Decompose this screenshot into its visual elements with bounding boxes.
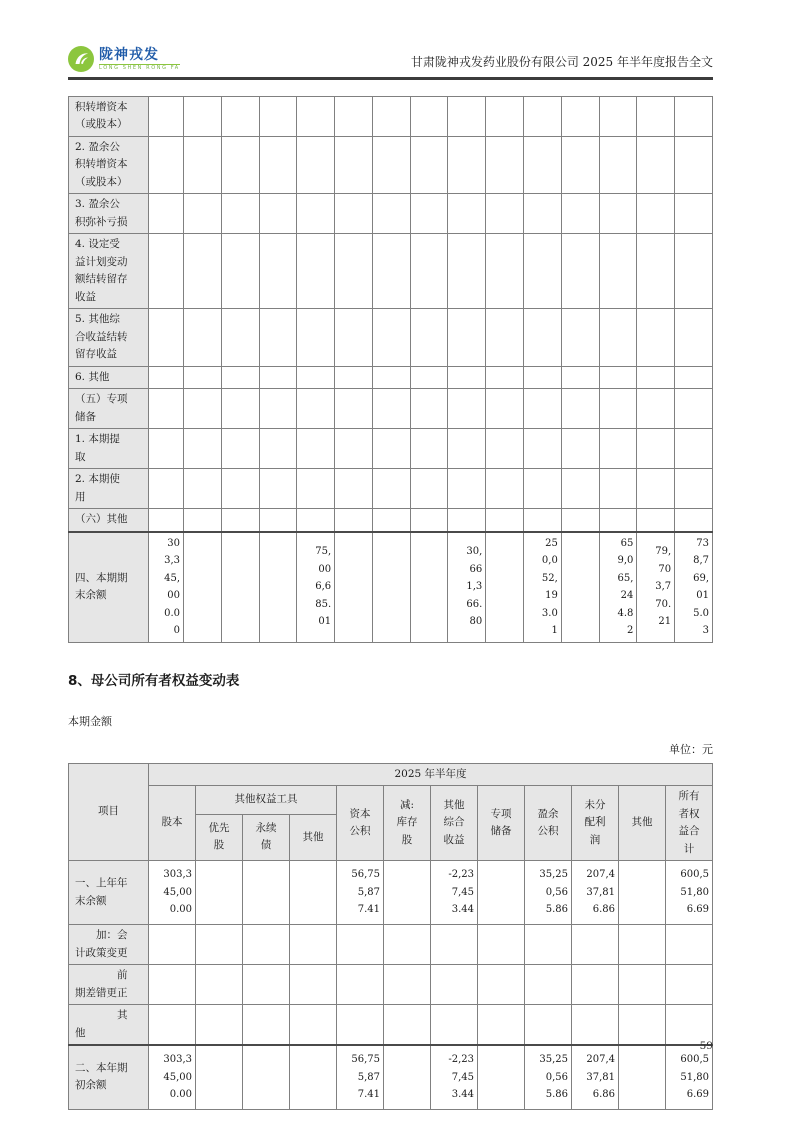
value-cell xyxy=(372,136,410,194)
unit-label: 单位：元 xyxy=(669,742,713,756)
value-cell xyxy=(561,309,599,367)
header-col: 盈余公积 xyxy=(525,786,572,861)
value-cell xyxy=(431,965,478,1005)
value-cell xyxy=(149,925,196,965)
value-cell xyxy=(196,1045,243,1109)
value-cell xyxy=(524,429,562,469)
value-cell xyxy=(637,469,675,509)
value-cell xyxy=(486,194,524,234)
value-cell xyxy=(297,136,335,194)
value-cell xyxy=(599,136,637,194)
value-cell xyxy=(149,469,184,509)
value-cell xyxy=(448,96,486,136)
value-cell xyxy=(410,389,448,429)
table-row xyxy=(69,136,713,194)
value-cell xyxy=(448,234,486,309)
value-cell xyxy=(486,429,524,469)
value-cell xyxy=(335,389,373,429)
value-cell xyxy=(486,96,524,136)
value-cell xyxy=(337,965,384,1005)
value-cell xyxy=(297,509,335,532)
value-cell xyxy=(372,194,410,234)
value-cell xyxy=(675,309,713,367)
value-cell xyxy=(478,965,525,1005)
value-cell xyxy=(524,194,562,234)
value-cell xyxy=(561,96,599,136)
value-cell xyxy=(486,532,524,643)
value-cell xyxy=(572,925,619,965)
value-cell: 303,345,000.00 xyxy=(149,1045,196,1109)
value-cell xyxy=(221,309,259,367)
value-cell xyxy=(221,194,259,234)
value-cell xyxy=(149,965,196,1005)
table-row xyxy=(69,309,713,367)
value-cell xyxy=(184,389,222,429)
value-cell xyxy=(448,366,486,389)
value-cell xyxy=(149,234,184,309)
value-cell xyxy=(243,1005,290,1046)
value-cell xyxy=(486,509,524,532)
row-label: 一、上年年末余额 xyxy=(69,861,149,925)
header-col: 优先股 xyxy=(196,814,243,860)
value-cell xyxy=(335,96,373,136)
continuation-equity-table xyxy=(68,96,713,643)
value-cell: 303,345,000.00 xyxy=(149,861,196,925)
value-cell: 600,551,806.69 xyxy=(666,1045,713,1109)
header-col: 所有者权益合计 xyxy=(666,786,713,861)
value-cell xyxy=(259,366,297,389)
value-cell xyxy=(221,532,259,643)
value-cell xyxy=(196,925,243,965)
value-cell xyxy=(184,96,222,136)
value-cell xyxy=(410,509,448,532)
value-cell xyxy=(561,234,599,309)
company-logo xyxy=(68,46,180,72)
value-cell xyxy=(335,136,373,194)
value-cell xyxy=(259,509,297,532)
value-cell xyxy=(335,429,373,469)
table-row xyxy=(69,509,713,532)
logo-icon xyxy=(68,46,94,72)
value-cell xyxy=(637,136,675,194)
value-cell xyxy=(486,136,524,194)
value-cell: 303,345,000.00 xyxy=(149,532,184,643)
value-cell xyxy=(637,234,675,309)
value-cell: 30,661,366.80 xyxy=(448,532,486,643)
value-cell xyxy=(221,429,259,469)
value-cell xyxy=(384,965,431,1005)
value-cell: -2,237,453.44 xyxy=(431,861,478,925)
value-cell xyxy=(184,509,222,532)
value-cell xyxy=(149,429,184,469)
value-cell xyxy=(335,309,373,367)
value-cell xyxy=(384,1045,431,1109)
value-cell: -2,237,453.44 xyxy=(431,1045,478,1109)
value-cell xyxy=(637,429,675,469)
row-label: 4. 设定受益计划变动额结转留存收益 xyxy=(69,234,149,309)
table-row xyxy=(69,1045,713,1109)
value-cell xyxy=(410,234,448,309)
value-cell xyxy=(410,366,448,389)
value-cell xyxy=(259,532,297,643)
value-cell xyxy=(149,309,184,367)
row-label: 2. 盈余公积转增资本（或股本） xyxy=(69,136,149,194)
value-cell xyxy=(243,1045,290,1109)
value-cell xyxy=(561,429,599,469)
value-cell xyxy=(290,861,337,925)
value-cell xyxy=(561,532,599,643)
value-cell xyxy=(524,366,562,389)
value-cell xyxy=(297,96,335,136)
value-cell xyxy=(478,1005,525,1046)
value-cell xyxy=(675,194,713,234)
value-cell xyxy=(297,234,335,309)
value-cell xyxy=(290,1005,337,1046)
value-cell xyxy=(675,96,713,136)
value-cell xyxy=(524,509,562,532)
header-col: 永续债 xyxy=(243,814,290,860)
value-cell xyxy=(637,96,675,136)
value-cell xyxy=(637,366,675,389)
value-cell xyxy=(372,532,410,643)
value-cell xyxy=(259,389,297,429)
value-cell xyxy=(561,469,599,509)
value-cell xyxy=(337,1005,384,1046)
value-cell xyxy=(372,309,410,367)
header-col-share: 股本 xyxy=(149,786,196,861)
value-cell xyxy=(675,389,713,429)
value-cell xyxy=(637,309,675,367)
value-cell xyxy=(410,429,448,469)
value-cell xyxy=(149,136,184,194)
value-cell: 35,250,565.86 xyxy=(525,1045,572,1109)
value-cell: 207,437,816.86 xyxy=(572,861,619,925)
value-cell xyxy=(619,1045,666,1109)
value-cell xyxy=(184,234,222,309)
value-cell xyxy=(448,429,486,469)
value-cell xyxy=(196,1005,243,1046)
logo-text-en: LONG SHEN RONG FA xyxy=(99,64,180,71)
value-cell xyxy=(524,389,562,429)
value-cell xyxy=(196,965,243,1005)
value-cell xyxy=(297,194,335,234)
value-cell xyxy=(431,925,478,965)
value-cell xyxy=(486,389,524,429)
value-cell xyxy=(290,1045,337,1109)
table-row xyxy=(69,194,713,234)
value-cell xyxy=(486,309,524,367)
row-label: 2. 本期使用 xyxy=(69,469,149,509)
value-cell xyxy=(372,389,410,429)
value-cell xyxy=(149,389,184,429)
value-cell xyxy=(675,509,713,532)
row-label: 二、本年期初余额 xyxy=(69,1045,149,1109)
value-cell: 56,755,877.41 xyxy=(337,1045,384,1109)
value-cell xyxy=(561,136,599,194)
value-cell xyxy=(372,469,410,509)
value-cell xyxy=(184,532,222,643)
value-cell xyxy=(297,429,335,469)
value-cell: 35,250,565.86 xyxy=(525,861,572,925)
value-cell xyxy=(196,861,243,925)
value-cell xyxy=(448,469,486,509)
value-cell xyxy=(524,96,562,136)
value-cell xyxy=(335,532,373,643)
value-cell xyxy=(637,194,675,234)
value-cell: 75,006,685.01 xyxy=(297,532,335,643)
value-cell xyxy=(372,366,410,389)
doc-title: 甘肃陇神戎发药业股份有限公司 2025 年半年度报告全文 xyxy=(410,55,713,69)
table-row xyxy=(69,469,713,509)
value-cell xyxy=(599,194,637,234)
value-cell xyxy=(184,309,222,367)
value-cell: 56,755,877.41 xyxy=(337,861,384,925)
value-cell xyxy=(221,509,259,532)
value-cell xyxy=(297,309,335,367)
row-label: 四、本期期末余额 xyxy=(69,532,149,643)
header-col: 其他 xyxy=(290,814,337,860)
value-cell xyxy=(384,861,431,925)
table-row xyxy=(69,965,713,1005)
value-cell xyxy=(259,234,297,309)
header-item: 项目 xyxy=(69,763,149,861)
value-cell xyxy=(561,389,599,429)
value-cell: 738,769,015.03 xyxy=(675,532,713,643)
value-cell xyxy=(290,965,337,1005)
value-cell xyxy=(243,861,290,925)
row-label: 3. 盈余公积弥补亏损 xyxy=(69,194,149,234)
value-cell xyxy=(410,194,448,234)
value-cell xyxy=(184,469,222,509)
section-heading: 8、母公司所有者权益变动表 xyxy=(68,672,240,689)
row-label: 积转增资本（或股本） xyxy=(69,96,149,136)
header-col: 资本公积 xyxy=(337,786,384,861)
value-cell xyxy=(259,194,297,234)
row-label: 1. 本期提取 xyxy=(69,429,149,469)
subheading: 本期金额 xyxy=(68,714,112,728)
value-cell xyxy=(524,309,562,367)
row-label: 前期差错更正 xyxy=(69,965,149,1005)
header-col: 其他综合收益 xyxy=(431,786,478,861)
header-period: 2025 年半年度 xyxy=(149,763,713,786)
value-cell xyxy=(486,469,524,509)
value-cell: 79,703,770.21 xyxy=(637,532,675,643)
value-cell xyxy=(478,1045,525,1109)
value-cell xyxy=(290,925,337,965)
row-label: （六）其他 xyxy=(69,509,149,532)
value-cell xyxy=(619,1005,666,1046)
value-cell xyxy=(478,861,525,925)
value-cell xyxy=(259,429,297,469)
value-cell xyxy=(372,234,410,309)
value-cell xyxy=(221,96,259,136)
value-cell xyxy=(149,1005,196,1046)
value-cell xyxy=(666,925,713,965)
value-cell xyxy=(372,509,410,532)
value-cell xyxy=(599,509,637,532)
value-cell xyxy=(297,389,335,429)
value-cell xyxy=(335,194,373,234)
value-cell xyxy=(486,366,524,389)
value-cell xyxy=(149,96,184,136)
value-cell xyxy=(184,366,222,389)
value-cell xyxy=(221,366,259,389)
value-cell xyxy=(448,389,486,429)
table-row xyxy=(69,389,713,429)
value-cell xyxy=(410,136,448,194)
value-cell xyxy=(184,429,222,469)
value-cell: 659,065,244.82 xyxy=(599,532,637,643)
header-col: 其他 xyxy=(619,786,666,861)
value-cell xyxy=(599,429,637,469)
value-cell xyxy=(619,925,666,965)
table-row xyxy=(69,429,713,469)
value-cell xyxy=(410,96,448,136)
header-rule xyxy=(68,77,713,80)
value-cell xyxy=(525,925,572,965)
value-cell xyxy=(675,429,713,469)
value-cell: 250,052,193.01 xyxy=(524,532,562,643)
value-cell xyxy=(259,309,297,367)
value-cell xyxy=(149,366,184,389)
row-label: （五）专项储备 xyxy=(69,389,149,429)
table-row xyxy=(69,234,713,309)
value-cell xyxy=(524,234,562,309)
value-cell: 600,551,806.69 xyxy=(666,861,713,925)
value-cell xyxy=(259,136,297,194)
value-cell xyxy=(243,925,290,965)
value-cell xyxy=(410,532,448,643)
value-cell xyxy=(221,136,259,194)
value-cell xyxy=(259,469,297,509)
table-row xyxy=(69,96,713,136)
parent-equity-table xyxy=(68,763,713,1110)
value-cell xyxy=(410,469,448,509)
value-cell xyxy=(221,234,259,309)
value-cell xyxy=(372,96,410,136)
row-label: 加：会计政策变更 xyxy=(69,925,149,965)
value-cell xyxy=(478,925,525,965)
value-cell xyxy=(431,1005,478,1046)
value-cell xyxy=(561,509,599,532)
value-cell xyxy=(448,194,486,234)
page-header xyxy=(68,0,713,72)
value-cell xyxy=(384,925,431,965)
value-cell xyxy=(561,366,599,389)
page-number: 59 xyxy=(699,1040,713,1052)
value-cell xyxy=(335,469,373,509)
value-cell xyxy=(524,469,562,509)
value-cell xyxy=(572,1005,619,1046)
value-cell xyxy=(599,469,637,509)
value-cell xyxy=(637,509,675,532)
value-cell: 207,437,816.86 xyxy=(572,1045,619,1109)
value-cell xyxy=(149,509,184,532)
table-row xyxy=(69,366,713,389)
header-col: 未分配利润 xyxy=(572,786,619,861)
value-cell xyxy=(619,965,666,1005)
table-row xyxy=(69,532,713,643)
value-cell xyxy=(184,194,222,234)
value-cell xyxy=(599,309,637,367)
value-cell xyxy=(486,234,524,309)
value-cell xyxy=(525,965,572,1005)
value-cell xyxy=(599,96,637,136)
header-group-other-equity: 其他权益工具 xyxy=(196,786,337,815)
value-cell xyxy=(675,234,713,309)
value-cell xyxy=(637,389,675,429)
value-cell xyxy=(410,309,448,367)
value-cell xyxy=(372,429,410,469)
value-cell xyxy=(524,136,562,194)
value-cell xyxy=(297,469,335,509)
value-cell xyxy=(149,194,184,234)
value-cell xyxy=(335,509,373,532)
value-cell xyxy=(297,366,335,389)
value-cell xyxy=(572,965,619,1005)
table-row xyxy=(69,1005,713,1046)
value-cell xyxy=(619,861,666,925)
value-cell xyxy=(335,234,373,309)
table-row xyxy=(69,861,713,925)
value-cell xyxy=(184,136,222,194)
value-cell xyxy=(599,366,637,389)
value-cell xyxy=(675,469,713,509)
value-cell xyxy=(666,965,713,1005)
value-cell xyxy=(666,1005,713,1046)
value-cell xyxy=(675,366,713,389)
value-cell xyxy=(221,389,259,429)
value-cell xyxy=(243,965,290,1005)
row-label: 5. 其他综合收益结转留存收益 xyxy=(69,309,149,367)
header-col: 专项储备 xyxy=(478,786,525,861)
value-cell xyxy=(525,1005,572,1046)
value-cell xyxy=(384,1005,431,1046)
header-col: 减:库存股 xyxy=(384,786,431,861)
value-cell xyxy=(259,96,297,136)
value-cell xyxy=(599,389,637,429)
value-cell xyxy=(675,136,713,194)
value-cell xyxy=(599,234,637,309)
value-cell xyxy=(448,309,486,367)
value-cell xyxy=(337,925,384,965)
value-cell xyxy=(335,366,373,389)
row-label: 6. 其他 xyxy=(69,366,149,389)
value-cell xyxy=(448,136,486,194)
value-cell xyxy=(561,194,599,234)
table-row xyxy=(69,925,713,965)
logo-text-cn: 陇神戎发 xyxy=(99,46,159,63)
value-cell xyxy=(448,509,486,532)
row-label: 其他 xyxy=(69,1005,149,1046)
value-cell xyxy=(221,469,259,509)
